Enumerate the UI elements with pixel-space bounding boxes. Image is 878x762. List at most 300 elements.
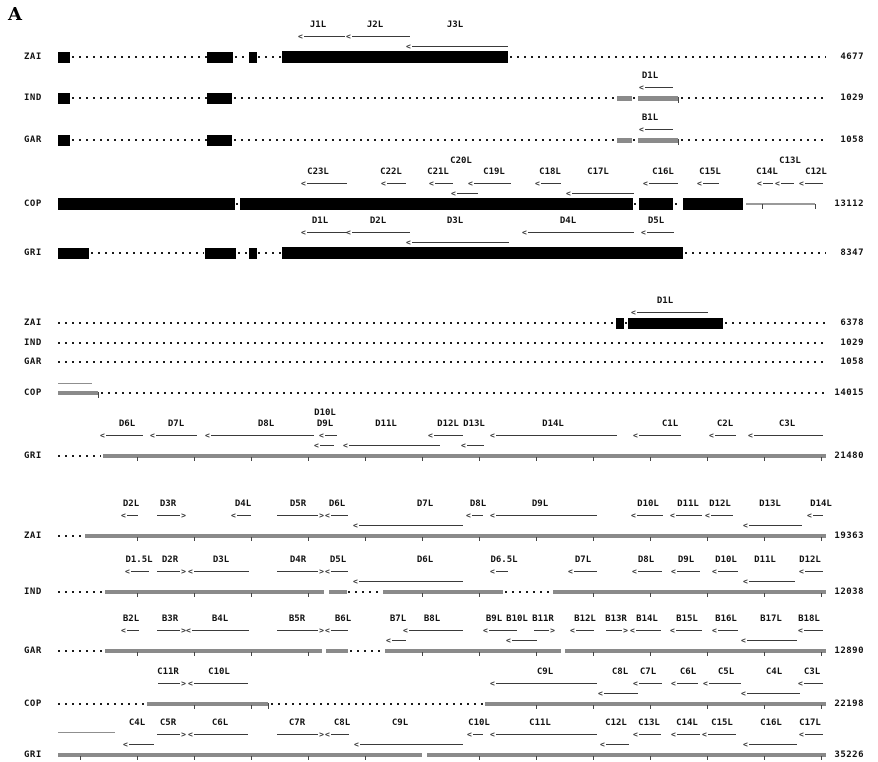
gene-arrow-head: <: [186, 626, 191, 635]
gene-arrow-head: <: [703, 679, 708, 688]
gene-arrow-line: [718, 630, 738, 631]
gene-arrow-line: [574, 571, 597, 572]
gene-arrow-line: [307, 232, 347, 233]
gene-arrow-head: <: [643, 179, 648, 188]
gene-arrow-line: [813, 515, 823, 516]
gene-arrow-line: [747, 640, 797, 641]
track-dots: [101, 392, 826, 394]
gene-arrow-line: [754, 435, 823, 436]
gene-arrow-head: >: [550, 626, 555, 635]
scale-tick: [707, 593, 708, 597]
gene-label-D11L: D11L: [375, 419, 397, 429]
gene-arrow-line: [352, 232, 410, 233]
track-black-bar: [683, 198, 743, 210]
gene-arrow-head: <: [406, 238, 411, 247]
gene-arrow-head: <: [631, 308, 636, 317]
gene-label-C10L: C10L: [208, 667, 230, 677]
gene-arrow-head: <: [807, 511, 812, 520]
gene-arrow-line: [277, 630, 318, 631]
gene-arrow-head: <: [100, 431, 105, 440]
gene-arrow-head: <: [353, 577, 358, 586]
scale-tick: [821, 705, 822, 709]
gene-label-B15L: B15L: [676, 614, 698, 624]
gene-arrow-head: <: [429, 179, 434, 188]
track-dots: [58, 650, 103, 652]
track-gray-bar: [385, 649, 561, 653]
gene-arrow-head: <: [298, 32, 303, 41]
scale-tick: [821, 457, 822, 461]
gene-label-B8L: B8L: [423, 614, 441, 624]
track-gray-bar: [565, 649, 826, 653]
strain-label-GRI: GRI: [24, 750, 42, 760]
gene-arrow-head: <: [325, 626, 330, 635]
scale-tick: [650, 652, 651, 656]
gene-arrow-line: [718, 571, 738, 572]
gene-arrow-line: [211, 435, 314, 436]
track-black-bar: [616, 318, 624, 329]
gene-arrow-head: <: [231, 511, 236, 520]
gene-arrow-head: <: [468, 179, 473, 188]
track-black-bar: [282, 247, 683, 259]
gene-label-C10L: C10L: [468, 718, 490, 728]
gene-arrow-head: <: [490, 567, 495, 576]
gene-arrow-head: <: [743, 577, 748, 586]
gene-arrow-line: [711, 515, 733, 516]
gene-arrow-line: [360, 744, 463, 745]
scale-tick: [308, 457, 309, 461]
gene-arrow-head: <: [150, 431, 155, 440]
gene-arrow-line: [647, 232, 674, 233]
gene-label-D1L: D1L: [311, 216, 329, 226]
gene-arrow-line: [320, 445, 334, 446]
track-black-bar: [205, 248, 236, 259]
track-dots: [58, 591, 103, 593]
gene-arrow-head: <: [743, 521, 748, 530]
scale-tick: [536, 756, 537, 760]
gene-arrow-head: <: [406, 42, 411, 51]
gene-arrow-line: [637, 312, 708, 313]
gene-arrow-head: <: [798, 626, 803, 635]
track-dots: [234, 97, 615, 99]
gene-label-D10L: D10L: [314, 408, 336, 418]
gene-label-D5L: D5L: [329, 555, 347, 565]
gene-label-D8L: D8L: [637, 555, 655, 565]
gene-label-D3R: D3R: [159, 499, 177, 509]
gene-arrow-line: [331, 734, 349, 735]
scale-tick: [707, 537, 708, 541]
gene-label-B12L: B12L: [574, 614, 596, 624]
gene-arrow-line: [805, 183, 823, 184]
gene-arrow-line: [237, 515, 251, 516]
gene-label-D3L: D3L: [446, 216, 464, 226]
gene-arrow-line: [606, 744, 629, 745]
genome-length: 6378: [840, 318, 864, 328]
gene-label-C15L: C15L: [711, 718, 733, 728]
gene-arrow-head: <: [798, 679, 803, 688]
gene-arrow-head: <: [188, 679, 193, 688]
track-black-bar: [58, 198, 235, 210]
gene-arrow-head: <: [775, 179, 780, 188]
scale-tick: [137, 537, 138, 541]
track-black-bar: [58, 135, 70, 146]
gene-arrow-line: [307, 183, 347, 184]
gene-arrow-line: [474, 183, 511, 184]
scale-tick: [764, 457, 765, 461]
gene-arrow-head: <: [799, 567, 804, 576]
gene-arrow-head: <: [490, 730, 495, 739]
gene-label-B18L: B18L: [798, 614, 820, 624]
panel-label: A: [8, 4, 22, 25]
strain-label-COP: COP: [24, 699, 42, 709]
gene-arrow-head: <: [346, 228, 351, 237]
track-gray-bar: [617, 138, 632, 143]
track-dots: [58, 703, 145, 705]
gene-label-B6L: B6L: [334, 614, 352, 624]
track-dots: [725, 322, 826, 324]
gene-arrow-line: [349, 445, 440, 446]
gene-arrow-head: <: [631, 511, 636, 520]
gene-arrow-head: <: [354, 740, 359, 749]
gene-label-D12L: D12L: [709, 499, 731, 509]
gene-label-C8L: C8L: [333, 718, 351, 728]
gene-arrow-line: [157, 734, 180, 735]
gene-arrow-line: [412, 242, 509, 243]
genome-length: 13112: [834, 199, 864, 209]
gene-label-D9L: D9L: [531, 499, 549, 509]
scale-tick: [365, 756, 366, 760]
scale-tick: [137, 756, 138, 760]
gene-arrow-line: [747, 693, 800, 694]
gene-arrow-line: [473, 734, 483, 735]
scale-tick: [650, 457, 651, 461]
strain-label-ZAI: ZAI: [24, 52, 42, 62]
end-tick: [762, 204, 763, 209]
scale-tick: [479, 537, 480, 541]
gene-label-B4L: B4L: [211, 614, 229, 624]
gene-arrow-line: [194, 734, 248, 735]
track-black-bar: [639, 198, 673, 210]
gene-arrow-head: <: [319, 431, 324, 440]
gene-label-D14L: D14L: [810, 499, 832, 509]
gene-label-C2L: C2L: [716, 419, 734, 429]
track-gray-bar: [638, 138, 678, 143]
gene-arrow-line: [708, 734, 736, 735]
gene-arrow-head: <: [461, 441, 466, 450]
gene-label-C11L: C11L: [529, 718, 551, 728]
gene-label-J1L: J1L: [309, 20, 327, 30]
gene-arrow-head: <: [325, 567, 330, 576]
scale-tick: [251, 652, 252, 656]
gene-arrow-head: <: [712, 567, 717, 576]
gene-arrow-line: [331, 630, 348, 631]
scale-tick: [593, 705, 594, 709]
gene-label-C8L: C8L: [611, 667, 629, 677]
gene-arrow-head: <: [490, 511, 495, 520]
gene-label-D10L: D10L: [715, 555, 737, 565]
gene-arrow-line: [541, 183, 561, 184]
scale-tick: [536, 457, 537, 461]
gene-arrow-head: <: [743, 740, 748, 749]
gene-label-J3L: J3L: [446, 20, 464, 30]
gene-arrow-line: [805, 734, 823, 735]
track-gray-bar: [329, 590, 347, 594]
scale-tick: [251, 705, 252, 709]
track-dots: [58, 535, 83, 537]
strain-label-ZAI: ZAI: [24, 318, 42, 328]
gene-arrow-line: [352, 36, 410, 37]
gene-label-D5R: D5R: [289, 499, 307, 509]
strain-label-IND: IND: [24, 338, 42, 348]
gene-label-J2L: J2L: [366, 20, 384, 30]
track-dots: [72, 56, 207, 58]
gene-label-D1.5L: D1.5L: [125, 555, 153, 565]
scale-tick: [707, 652, 708, 656]
scale-tick: [650, 705, 651, 709]
gene-arrow-head: <: [712, 626, 717, 635]
gene-arrow-line: [512, 640, 537, 641]
gene-arrow-head: <: [451, 189, 456, 198]
track-dots: [258, 252, 281, 254]
gene-arrow-line: [638, 571, 662, 572]
track-black-bar: [207, 52, 233, 63]
scale-tick: [821, 652, 822, 656]
gene-arrow-line: [157, 515, 180, 516]
gene-label-C14L: C14L: [676, 718, 698, 728]
gene-arrow-head: <: [325, 511, 330, 520]
gene-arrow-head: <: [757, 179, 762, 188]
gene-label-D2R: D2R: [161, 555, 179, 565]
gene-label-D1L: D1L: [656, 296, 674, 306]
gene-label-C5R: C5R: [159, 718, 177, 728]
scale-tick: [251, 756, 252, 760]
gene-label-D14L: D14L: [542, 419, 564, 429]
scale-tick: [137, 457, 138, 461]
genome-length: 22198: [834, 699, 864, 709]
genome-length: 12038: [834, 587, 864, 597]
gene-arrow-line: [763, 183, 773, 184]
gene-arrow-line: [749, 744, 797, 745]
gene-arrow-line: [359, 525, 463, 526]
gene-label-C15L: C15L: [699, 167, 721, 177]
gene-arrow-head: <: [125, 567, 130, 576]
scale-tick: [707, 705, 708, 709]
gene-arrow-head: <: [741, 689, 746, 698]
gene-label-D11L: D11L: [754, 555, 776, 565]
gene-label-D4L: D4L: [559, 216, 577, 226]
gene-arrow-line: [472, 515, 483, 516]
gene-label-D4L: D4L: [234, 499, 252, 509]
gene-label-D6.5L: D6.5L: [490, 555, 518, 565]
gene-arrow-head: <: [697, 179, 702, 188]
gene-arrow-head: <: [741, 636, 746, 645]
gene-arrow-head: <: [639, 125, 644, 134]
track-gray-bar: [617, 96, 632, 101]
track-dots: [685, 252, 826, 254]
track-gray-bar: [58, 391, 98, 395]
genome-length: 14015: [834, 388, 864, 398]
track-gray-line: [746, 203, 815, 205]
gene-label-D3L: D3L: [212, 555, 230, 565]
gene-label-D8L: D8L: [257, 419, 275, 429]
gene-arrow-line: [489, 630, 517, 631]
gene-label-C21L: C21L: [427, 167, 449, 177]
strain-label-GAR: GAR: [24, 646, 42, 656]
track-dots: [633, 139, 636, 141]
gene-arrow-head: <: [632, 567, 637, 576]
track-black-bar: [207, 93, 232, 104]
gene-arrow-line: [677, 734, 700, 735]
gene-arrow-line: [392, 640, 406, 641]
scale-tick: [251, 537, 252, 541]
gene-label-B5R: B5R: [288, 614, 306, 624]
gene-arrow-line: [528, 232, 634, 233]
gene-label-C14L: C14L: [756, 167, 778, 177]
track-dots: [505, 591, 551, 593]
gene-arrow-line: [639, 734, 661, 735]
gene-arrow-line: [331, 571, 348, 572]
scale-tick: [821, 593, 822, 597]
end-tick: [678, 97, 679, 103]
gene-arrow-line: [715, 435, 736, 436]
scale-tick: [479, 593, 480, 597]
scale-tick: [764, 705, 765, 709]
gene-arrow-line: [129, 744, 154, 745]
gene-arrow-head: <: [598, 689, 603, 698]
gene-arrow-head: <: [386, 636, 391, 645]
overline-segment: [58, 732, 115, 733]
track-dots: [234, 139, 615, 141]
gene-label-D2L: D2L: [122, 499, 140, 509]
scale-tick: [422, 457, 423, 461]
track-black-bar: [207, 135, 232, 146]
gene-arrow-head: <: [535, 179, 540, 188]
gene-label-C17L: C17L: [799, 718, 821, 728]
gene-label-B14L: B14L: [636, 614, 658, 624]
scale-tick: [821, 756, 822, 760]
gene-label-C6L: C6L: [211, 718, 229, 728]
track-gray-bar: [147, 702, 268, 706]
track-dots: [91, 252, 204, 254]
gene-label-D13L: D13L: [759, 499, 781, 509]
gene-arrow-line: [576, 630, 594, 631]
gene-arrow-line: [639, 683, 662, 684]
gene-label-C22L: C22L: [380, 167, 402, 177]
gene-label-C12L: C12L: [605, 718, 627, 728]
gene-label-C20L: C20L: [450, 156, 472, 166]
scale-tick: [479, 457, 480, 461]
gene-arrow-line: [604, 693, 638, 694]
gene-label-C12L: C12L: [805, 167, 827, 177]
scale-tick: [422, 537, 423, 541]
scale-tick: [479, 652, 480, 656]
gene-label-C13L: C13L: [638, 718, 660, 728]
gene-label-B16L: B16L: [715, 614, 737, 624]
track-dots: [58, 455, 101, 457]
gene-arrow-head: <: [799, 179, 804, 188]
gene-label-C9L: C9L: [536, 667, 554, 677]
track-black-bar: [240, 198, 633, 210]
gene-arrow-line: [804, 683, 823, 684]
scale-tick: [194, 756, 195, 760]
track-dots: [271, 703, 483, 705]
strain-label-GAR: GAR: [24, 357, 42, 367]
scale-tick: [479, 756, 480, 760]
gene-arrow-head: <: [301, 179, 306, 188]
scale-tick: [365, 457, 366, 461]
track-gray-bar: [638, 96, 678, 101]
track-gray-bar: [103, 454, 826, 458]
gene-arrow-head: <: [381, 179, 386, 188]
scale-tick: [821, 537, 822, 541]
gene-arrow-head: <: [670, 511, 675, 520]
gene-label-D9L: D9L: [677, 555, 695, 565]
gene-arrow-line: [412, 46, 508, 47]
track-dots: [625, 322, 627, 324]
track-dots: [238, 252, 248, 254]
gene-arrow-line: [387, 183, 406, 184]
gene-arrow-head: <: [633, 730, 638, 739]
gene-label-D2L: D2L: [369, 216, 387, 226]
end-tick: [98, 392, 99, 398]
track-black-bar: [58, 52, 70, 63]
gene-arrow-head: <: [490, 431, 495, 440]
gene-arrow-line: [435, 183, 453, 184]
gene-label-C5L: C5L: [717, 667, 735, 677]
gene-arrow-head: >: [319, 626, 324, 635]
gene-arrow-line: [649, 183, 678, 184]
gene-arrow-head: <: [121, 626, 126, 635]
gene-arrow-line: [157, 571, 180, 572]
gene-label-C19L: C19L: [483, 167, 505, 177]
scale-tick: [707, 457, 708, 461]
track-dots: [58, 342, 826, 344]
scale-tick: [308, 756, 309, 760]
track-gray-bar: [326, 649, 348, 653]
gene-label-C4L: C4L: [128, 718, 146, 728]
scale-tick: [194, 652, 195, 656]
gene-label-D4R: D4R: [289, 555, 307, 565]
gene-arrow-line: [804, 630, 823, 631]
scale-tick: [251, 593, 252, 597]
genome-length: 19363: [834, 531, 864, 541]
genome-length: 4677: [840, 52, 864, 62]
gene-arrow-line: [467, 445, 484, 446]
strain-label-GAR: GAR: [24, 135, 42, 145]
gene-arrow-head: <: [633, 679, 638, 688]
track-dots: [72, 97, 207, 99]
gene-arrow-line: [194, 683, 248, 684]
track-black-bar: [628, 318, 723, 329]
track-gray-bar: [383, 590, 503, 594]
gene-arrow-line: [534, 630, 549, 631]
scale-tick: [137, 652, 138, 656]
scale-tick: [764, 652, 765, 656]
scale-tick: [650, 593, 651, 597]
gene-label-C23L: C23L: [307, 167, 329, 177]
end-tick: [268, 703, 269, 709]
gene-label-B11R: B11R: [532, 614, 554, 624]
gene-label-B9L: B9L: [485, 614, 503, 624]
end-tick: [815, 204, 816, 209]
gene-arrow-head: <: [403, 626, 408, 635]
gene-arrow-head: <: [600, 740, 605, 749]
gene-label-C13L: C13L: [779, 156, 801, 166]
genome-length: 1029: [840, 338, 864, 348]
scale-tick: [308, 652, 309, 656]
scale-tick: [194, 537, 195, 541]
scale-tick: [764, 756, 765, 760]
gene-label-D6L: D6L: [416, 555, 434, 565]
